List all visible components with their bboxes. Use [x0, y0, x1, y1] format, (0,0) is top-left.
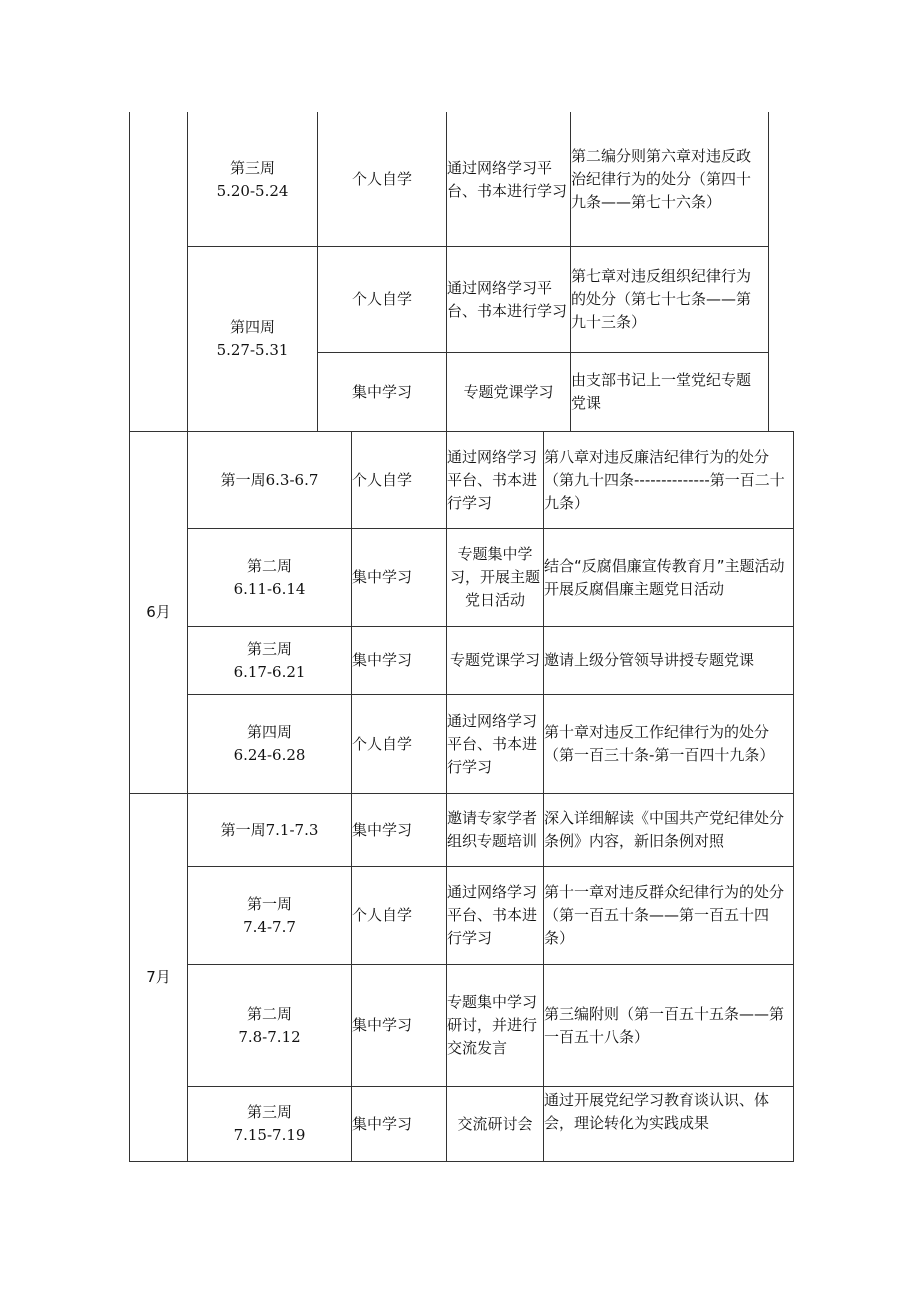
mode-cell: [352, 794, 446, 866]
method-cell: [447, 113, 570, 246]
month-label: 6月: [146, 603, 171, 621]
method-cell: [447, 867, 543, 964]
mode-cell: [352, 529, 446, 626]
table-border: [768, 112, 769, 431]
method-text: 通过网络学习平台、书本进行学习: [447, 883, 538, 947]
content-text: 结合“反腐倡廉宣传教育月”主题活动开展反腐倡廉主题党日活动: [544, 556, 785, 598]
content-cell: [544, 965, 791, 1086]
mode-cell: [318, 113, 446, 246]
content-cell: [571, 113, 765, 246]
content-text: 邀请上级分管领导讲授专题党课: [544, 651, 755, 669]
method-cell: [447, 794, 543, 866]
week-label: 第三周 5.20-5.24: [216, 158, 289, 200]
content-text: 由支部书记上一堂党纪专题党课: [571, 371, 752, 412]
method-text: 通过网络学习平台、书本进行学习: [447, 711, 538, 776]
mode-cell: [352, 965, 446, 1086]
content-cell: [571, 247, 765, 352]
method-text: 通过网络学习平台、书本进行学习: [447, 447, 538, 512]
method-cell: [447, 432, 543, 528]
week-cell: [188, 529, 351, 626]
week-label: 第三周 6.17-6.21: [233, 639, 306, 681]
method-text: 通过网络学习平台、书本进行学习: [447, 158, 568, 200]
mode-label: 集中学习: [352, 1114, 413, 1133]
content-cell: [544, 529, 791, 626]
week-cell: [188, 247, 317, 431]
week-cell: [188, 695, 351, 793]
week-label: 第一周 7.4-7.7: [243, 894, 296, 936]
mode-cell: [352, 627, 446, 694]
mode-label: 个人自学: [352, 906, 413, 924]
content-text: 第七章对违反组织纪律行为的处分（第七十七条——第九十三条）: [571, 267, 752, 331]
content-text: 第二编分则第六章对违反政治纪律行为的处分（第四十九条——第七十六条）: [571, 147, 752, 211]
content-cell: [544, 695, 791, 793]
method-cell: [447, 695, 543, 793]
week-label: 第一周7.1-7.3: [220, 820, 319, 839]
mode-cell: [318, 247, 446, 352]
month-label: 7月: [146, 968, 171, 986]
week-cell: [188, 627, 351, 694]
method-text: 通过网络学习平台、书本进行学习: [447, 278, 568, 320]
method-cell: [447, 965, 543, 1086]
method-cell: [447, 1087, 543, 1161]
mode-cell: [352, 1087, 446, 1161]
content-text: 第十章对违反工作纪律行为的处分（第一百三十条-第一百四十九条）: [544, 723, 775, 764]
mode-label: 个人自学: [352, 734, 413, 753]
week-label: 第一周6.3-6.7: [220, 470, 319, 489]
content-text: 深入详细解读《中国共产党纪律处分条例》内容，新旧条例对照: [544, 809, 785, 850]
content-cell: [571, 353, 765, 431]
week-cell: [188, 794, 351, 866]
month-cell-june: [130, 432, 187, 793]
content-cell: [544, 1087, 791, 1163]
method-cell: [447, 353, 570, 431]
mode-label: 集中学习: [352, 1016, 413, 1034]
method-text: 邀请专家学者组织专题培训: [447, 809, 538, 850]
content-text: 第十一章对违反群众纪律行为的处分（第一百五十条——第一百五十四条）: [544, 883, 785, 947]
mode-cell: [352, 695, 446, 793]
mode-cell: [318, 353, 446, 431]
method-cell: [447, 529, 543, 626]
content-text: 第八章对违反廉洁纪律行为的处分（第九十四条--------------第一百二十九条）: [544, 447, 785, 512]
mode-cell: [352, 867, 446, 964]
method-text: 专题集中学习研讨，并进行交流发言: [447, 993, 538, 1057]
mode-label: 个人自学: [352, 470, 413, 489]
content-text: 第三编附则（第一百五十五条——第一百五十八条）: [544, 1004, 785, 1046]
method-text: 专题党课学习: [463, 382, 554, 401]
method-cell: [447, 627, 543, 694]
week-label: 第四周 5.27-5.31: [216, 318, 289, 359]
method-text: 专题党课学习: [449, 651, 540, 669]
mode-label: 集中学习: [352, 568, 413, 586]
month-cell-july: [130, 794, 187, 1161]
method-cell: [447, 247, 570, 352]
week-label: 第二周 6.11-6.14: [233, 556, 306, 598]
content-text: 通过开展党纪学习教育谈认识、体会，理论转化为实践成果: [544, 1091, 770, 1132]
week-cell: [188, 1087, 351, 1161]
week-cell: [188, 113, 317, 246]
table-border: [793, 431, 794, 1162]
mode-cell: [352, 432, 446, 528]
content-cell: [544, 867, 791, 964]
content-cell: [544, 627, 791, 694]
week-cell: [188, 867, 351, 964]
method-text: 交流研讨会: [457, 1114, 533, 1133]
week-label: 第三周 7.15-7.19: [233, 1103, 306, 1144]
content-cell: [544, 432, 791, 528]
mode-label: 集中学习: [352, 820, 413, 839]
mode-label: 集中学习: [352, 651, 413, 669]
week-label: 第二周 7.8-7.12: [238, 1004, 301, 1046]
week-cell: [188, 432, 351, 528]
method-text: 专题集中学习，开展主题党日活动: [449, 545, 540, 609]
week-cell: [188, 965, 351, 1086]
week-label: 第四周 6.24-6.28: [233, 723, 306, 764]
content-cell: [544, 794, 791, 866]
mode-label: 个人自学: [351, 290, 412, 308]
mode-label: 集中学习: [351, 382, 412, 401]
mode-label: 个人自学: [351, 170, 412, 188]
